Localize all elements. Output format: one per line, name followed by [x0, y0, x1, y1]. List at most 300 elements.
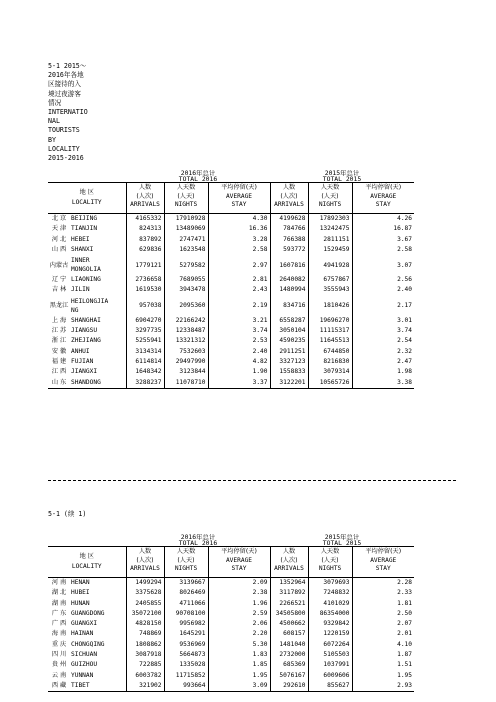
stay-2016-cell: 2.43 — [208, 285, 270, 295]
nights-2015-cell: 6072264 — [308, 640, 352, 650]
nights-header-unit: (人天) — [321, 556, 339, 564]
year-2015-label: 2015年总计 — [324, 534, 360, 541]
year-header-row — [48, 170, 414, 183]
table-row — [48, 347, 414, 357]
page-break-divider — [48, 480, 456, 481]
stay-header-en: AVERAGE — [225, 192, 253, 200]
arrivals-2016-cell: 3288237 — [126, 378, 164, 389]
locality-header — [48, 547, 126, 578]
locality-cn-cell: 河 北 — [51, 235, 67, 243]
nights-2016-cell: 1623548 — [164, 245, 208, 255]
arrivals-2016-cell: 2736658 — [126, 275, 164, 285]
stay-2016-cell: 2.19 — [208, 296, 270, 316]
arrivals-2016-cell: 1779121 — [126, 255, 164, 275]
nights-header-unit: (人天) — [177, 556, 195, 564]
table-title — [48, 62, 108, 163]
arrivals-2015-cell: 3122201 — [270, 378, 308, 389]
stay-2016-cell: 2.58 — [208, 245, 270, 255]
stay-header-en2: STAY — [375, 565, 391, 573]
locality-cn-cell: 浙 江 — [51, 337, 67, 345]
table-row — [48, 357, 414, 367]
arrivals-2016-cell: 722885 — [126, 660, 164, 670]
arrivals-header-unit: (人次) — [136, 192, 154, 200]
nights-2016-cell: 11715852 — [164, 671, 208, 681]
locality-cn-cell: 四 川 — [51, 651, 67, 659]
nights-2015-cell: 9329842 — [308, 619, 352, 629]
nights-2015-cell: 3555943 — [308, 285, 352, 295]
year-2016-header — [126, 170, 270, 183]
stay-2016-cell: 4.82 — [208, 357, 270, 367]
locality-header-en: LOCALITY — [71, 199, 102, 206]
year-header-row — [48, 534, 414, 547]
locality-cn-cell: 重 庆 — [51, 640, 67, 648]
title-line: NAL — [48, 117, 60, 126]
stay-2016-cell: 2.40 — [208, 347, 270, 357]
arrivals-header — [270, 183, 308, 214]
arrivals-header — [270, 547, 308, 578]
stay-2016-cell: 2.53 — [208, 336, 270, 346]
arrivals-header-en: ARRIVALS — [274, 565, 304, 573]
nights-2016-cell: 3943478 — [164, 285, 208, 295]
locality-en-cell: FUJIAN — [71, 357, 94, 365]
locality-cn-cell: 湖 北 — [51, 589, 67, 597]
title-line: 情况 — [48, 98, 62, 107]
stay-2015-cell: 1.95 — [352, 671, 414, 681]
stay-2016-cell: 1.90 — [208, 367, 270, 377]
stay-2016-cell: 2.97 — [208, 255, 270, 275]
nights-2016-cell: 8026469 — [164, 588, 208, 598]
stay-2015-cell: 2.47 — [352, 357, 414, 367]
arrivals-2015-cell: 4199628 — [270, 214, 308, 225]
arrivals-2015-cell: 1480994 — [270, 285, 308, 295]
stay-2015-cell: 4.26 — [352, 214, 414, 225]
stay-2016-cell: 3.74 — [208, 326, 270, 336]
locality-en-cell: ZHEJIANG — [71, 337, 101, 345]
stay-header — [352, 547, 414, 578]
nights-header-cn: 人天数 — [176, 184, 196, 191]
continued-title: 5-1 (续 1) — [48, 510, 87, 518]
table-row — [48, 214, 414, 225]
arrivals-2015-cell: 3117892 — [270, 588, 308, 598]
stay-2015-cell: 2.32 — [352, 347, 414, 357]
arrivals-2016-cell: 321902 — [126, 681, 164, 692]
locality-cn-cell: 天 津 — [51, 225, 67, 233]
arrivals-2016-cell: 1499294 — [126, 578, 164, 589]
arrivals-2015-cell: 4590235 — [270, 336, 308, 346]
nights-header-unit: (人天) — [177, 192, 195, 200]
stay-header-cn: 平均停留(天) — [365, 184, 402, 191]
arrivals-2016-cell: 6114814 — [126, 357, 164, 367]
nights-2015-cell: 6744850 — [308, 347, 352, 357]
nights-2015-cell: 19696270 — [308, 316, 352, 326]
stay-2016-cell: 2.59 — [208, 609, 270, 619]
locality-en-cell: SHANXI — [71, 245, 94, 253]
arrivals-header-unit: (人次) — [280, 192, 298, 200]
nights-2016-cell: 1645291 — [164, 629, 208, 639]
stay-2016-cell: 1.85 — [208, 660, 270, 670]
nights-header-unit: (人天) — [321, 192, 339, 200]
stay-2016-cell: 2.06 — [208, 619, 270, 629]
arrivals-header — [126, 547, 164, 578]
locality-en-cell: GUANGDONG — [71, 609, 105, 617]
locality-en-cell: SICHUAN — [71, 651, 98, 659]
locality-en-line: INNER — [71, 257, 90, 265]
arrivals-2015-cell: 2266521 — [270, 599, 308, 609]
table-row — [48, 681, 414, 692]
nights-2015-cell: 4101029 — [308, 599, 352, 609]
arrivals-header-en: ARRIVALS — [130, 201, 160, 209]
locality-cn-cell: 北 京 — [51, 215, 67, 222]
stay-2015-cell: 2.40 — [352, 285, 414, 295]
stay-2015-cell: 2.07 — [352, 619, 414, 629]
table-row — [48, 255, 414, 275]
arrivals-header — [126, 183, 164, 214]
locality-en-cell: GUANGXI — [71, 620, 98, 628]
arrivals-2016-cell: 5255941 — [126, 336, 164, 346]
nights-2015-cell: 11645513 — [308, 336, 352, 346]
table-row — [48, 235, 414, 245]
locality-en-cell: BEIJING — [71, 215, 98, 222]
stay-header — [208, 547, 270, 578]
table-row — [48, 619, 414, 629]
table-row — [48, 609, 414, 619]
nights-2016-cell: 9956982 — [164, 619, 208, 629]
tourists-table-part2 — [48, 534, 414, 692]
locality-header-en: LOCALITY — [71, 563, 102, 570]
arrivals-2015-cell: 3050104 — [270, 326, 308, 336]
column-header-row — [48, 547, 414, 578]
arrivals-2016-cell: 3134314 — [126, 347, 164, 357]
locality-en-cell: SHANGHAI — [71, 316, 101, 324]
locality-en-line: HEILONGJIA — [71, 297, 109, 305]
locality-en-cell: CHONGQING — [71, 640, 105, 648]
total-2015-label: TOTAL 2015 — [322, 175, 362, 183]
arrivals-2015-cell: 834716 — [270, 296, 308, 316]
stay-2015-cell: 1.98 — [352, 367, 414, 377]
locality-cn-cell: 广 西 — [51, 620, 67, 628]
nights-header-cn: 人天数 — [176, 548, 196, 555]
locality-en-cell: JILIN — [71, 286, 90, 294]
nights-header-cn: 人天数 — [320, 184, 340, 191]
year-2016-label: 2016年总计 — [180, 170, 216, 177]
nights-header — [308, 183, 352, 214]
table-row — [48, 660, 414, 670]
nights-2016-cell: 3139667 — [164, 578, 208, 589]
locality-cn-cell: 山 东 — [48, 378, 70, 389]
nights-header — [164, 183, 208, 214]
nights-2016-cell: 7689055 — [164, 275, 208, 285]
stay-2015-cell: 1.81 — [352, 599, 414, 609]
stay-2015-cell: 2.50 — [352, 609, 414, 619]
arrivals-2016-cell: 3297735 — [126, 326, 164, 336]
nights-2016-cell: 11078710 — [164, 378, 208, 389]
nights-2015-cell: 1037991 — [308, 660, 352, 670]
locality-en-cell: HUBEI — [71, 589, 90, 597]
table-row — [48, 640, 414, 650]
arrivals-2016-cell: 629836 — [126, 245, 164, 255]
title-line: TOURISTS — [48, 126, 80, 135]
arrivals-2016-cell: 4165332 — [126, 214, 164, 225]
arrivals-2016-cell: 3375628 — [126, 588, 164, 598]
title-line: 2016年各地 — [48, 71, 84, 80]
table-row — [48, 275, 414, 285]
arrivals-2016-cell: 1619530 — [126, 285, 164, 295]
stay-2016-cell: 4.30 — [208, 214, 270, 225]
arrivals-2015-cell: 4500662 — [270, 619, 308, 629]
arrivals-2015-cell: 608157 — [270, 629, 308, 639]
locality-header-cn: 地 区 — [79, 189, 94, 196]
locality-cn-cell: 上 海 — [51, 316, 67, 324]
locality-en-cell: HEBEI — [71, 235, 90, 243]
nights-2016-cell: 13489069 — [164, 224, 208, 234]
stay-2015-cell: 3.38 — [352, 378, 414, 389]
nights-2016-cell: 3123844 — [164, 367, 208, 377]
stay-2015-cell: 3.07 — [352, 255, 414, 275]
title-line: BY — [48, 135, 56, 144]
stay-2015-cell: 2.56 — [352, 275, 414, 285]
arrivals-2015-cell: 1607816 — [270, 255, 308, 275]
stay-header-cn: 平均停留(天) — [365, 548, 402, 555]
tourists-table-part1 — [48, 170, 414, 389]
stay-2016-cell: 1.96 — [208, 599, 270, 609]
locality-cn-cell: 辽 宁 — [51, 276, 67, 284]
arrivals-2016-cell: 6904270 — [126, 316, 164, 326]
table-row — [48, 578, 414, 589]
locality-header-cn: 地 区 — [79, 553, 94, 560]
locality-cn-cell: 福 建 — [51, 357, 67, 365]
locality-en-cell: HENAN — [71, 579, 90, 586]
arrivals-header-unit: (人次) — [136, 556, 154, 564]
table-row — [48, 588, 414, 598]
locality-en-cell — [70, 255, 126, 275]
stay-2016-cell: 2.20 — [208, 629, 270, 639]
table-row — [48, 285, 414, 295]
stay-2015-cell: 3.67 — [352, 235, 414, 245]
nights-2015-cell: 3079693 — [308, 578, 352, 589]
nights-2015-cell: 10565726 — [308, 378, 352, 389]
year-2016-label: 2016年总计 — [180, 534, 216, 541]
nights-2015-cell: 7248832 — [308, 588, 352, 598]
locality-cn-cell: 广 东 — [51, 609, 67, 617]
locality-cn-cell: 黑龙江 — [49, 302, 69, 310]
arrivals-2016-cell: 824313 — [126, 224, 164, 234]
locality-en-cell — [70, 296, 126, 316]
title-line: 5-1 2015～ — [48, 62, 87, 70]
nights-2015-cell: 6009606 — [308, 671, 352, 681]
table-row — [48, 378, 414, 389]
stay-2016-cell: 3.28 — [208, 235, 270, 245]
nights-2015-cell: 13242475 — [308, 224, 352, 234]
stay-header-en2: STAY — [231, 565, 247, 573]
stay-2016-cell: 1.83 — [208, 650, 270, 660]
stay-2015-cell: 2.28 — [352, 578, 414, 589]
nights-2016-cell: 22166242 — [164, 316, 208, 326]
locality-cn-cell: 海 南 — [51, 630, 67, 638]
nights-2015-cell: 17892303 — [308, 214, 352, 225]
title-line: 2015-2016 — [48, 154, 84, 163]
locality-en-cell: TIBET — [70, 681, 126, 692]
locality-en-cell: GUIZHOU — [71, 661, 98, 669]
stay-header-en2: STAY — [375, 201, 391, 209]
nights-2015-cell: 8216830 — [308, 357, 352, 367]
stay-2015-cell: 2.54 — [352, 336, 414, 346]
stay-2016-cell: 2.81 — [208, 275, 270, 285]
nights-header-en: NIGHTS — [318, 201, 342, 209]
total-2016-label: TOTAL 2016 — [178, 539, 218, 547]
nights-2016-cell: 2095360 — [164, 296, 208, 316]
arrivals-2015-cell: 2911251 — [270, 347, 308, 357]
stay-2016-cell: 3.09 — [208, 681, 270, 692]
stay-header-en: AVERAGE — [370, 192, 397, 200]
year-2015-label: 2015年总计 — [324, 170, 360, 177]
table-row — [48, 629, 414, 639]
stay-2015-cell: 1.51 — [352, 660, 414, 670]
stay-2016-cell: 2.38 — [208, 588, 270, 598]
title-line: INTERNATIO — [48, 108, 88, 117]
locality-cn-cell: 湖 南 — [51, 599, 67, 607]
stay-2016-cell: 2.09 — [208, 578, 270, 589]
arrivals-header-cn: 人数 — [138, 184, 152, 191]
nights-2016-cell: 4711066 — [164, 599, 208, 609]
arrivals-2016-cell: 6003782 — [126, 671, 164, 681]
total-2016-label: TOTAL 2016 — [178, 175, 218, 183]
locality-en-cell: ANHUI — [71, 347, 90, 355]
locality-en-cell: HUNAN — [71, 599, 90, 607]
stay-header-en: AVERAGE — [225, 556, 253, 564]
stay-2015-cell: 2.17 — [352, 296, 414, 316]
arrivals-2015-cell: 34505800 — [270, 609, 308, 619]
arrivals-2015-cell: 1481040 — [270, 640, 308, 650]
nights-2016-cell: 5664873 — [164, 650, 208, 660]
stay-2015-cell: 16.87 — [352, 224, 414, 234]
table-row — [48, 316, 414, 326]
locality-header — [48, 183, 126, 214]
nights-2015-cell: 4941928 — [308, 255, 352, 275]
table-row — [48, 599, 414, 609]
arrivals-2016-cell: 1648342 — [126, 367, 164, 377]
nights-2015-cell: 86354000 — [308, 609, 352, 619]
locality-en-line: MONGOLIA — [71, 266, 101, 274]
stay-header — [352, 183, 414, 214]
year-2015-header — [270, 170, 414, 183]
locality-cn-cell: 吉 林 — [51, 286, 67, 294]
arrivals-2015-cell: 685369 — [270, 660, 308, 670]
table-row — [48, 336, 414, 346]
stay-2015-cell: 2.58 — [352, 245, 414, 255]
locality-cn-cell: 西 藏 — [48, 681, 70, 692]
arrivals-header-en: ARRIVALS — [130, 565, 160, 573]
stay-2015-cell: 1.87 — [352, 650, 414, 660]
table-row — [48, 326, 414, 336]
year-2015-header — [270, 534, 414, 547]
locality-en-cell: JIANGSU — [71, 327, 98, 335]
arrivals-2015-cell: 593772 — [270, 245, 308, 255]
nights-2015-cell: 1810426 — [308, 296, 352, 316]
table-row — [48, 245, 414, 255]
arrivals-2016-cell: 35072100 — [126, 609, 164, 619]
arrivals-header-en: ARRIVALS — [274, 201, 304, 209]
stay-2015-cell: 4.10 — [352, 640, 414, 650]
arrivals-2016-cell: 2405855 — [126, 599, 164, 609]
locality-en-cell: JIANGXI — [71, 368, 98, 376]
nights-2015-cell: 5105503 — [308, 650, 352, 660]
arrivals-2015-cell: 2732000 — [270, 650, 308, 660]
stay-2016-cell: 16.36 — [208, 224, 270, 234]
stay-header — [208, 183, 270, 214]
nights-2016-cell: 9536969 — [164, 640, 208, 650]
stay-header-cn: 平均停留(天) — [221, 184, 257, 191]
stay-header-en: AVERAGE — [370, 556, 397, 564]
stay-header-en2: STAY — [231, 201, 247, 209]
nights-header-cn: 人天数 — [320, 548, 340, 555]
locality-cn-cell: 江 西 — [51, 368, 67, 376]
nights-2016-cell: 29497990 — [164, 357, 208, 367]
nights-2016-cell: 17910928 — [164, 214, 208, 225]
stay-2016-cell: 5.30 — [208, 640, 270, 650]
stay-2015-cell: 2.01 — [352, 629, 414, 639]
table-row — [48, 367, 414, 377]
nights-2016-cell: 5279582 — [164, 255, 208, 275]
nights-2015-cell: 1529459 — [308, 245, 352, 255]
arrivals-2016-cell: 4828150 — [126, 619, 164, 629]
locality-cn-cell: 云 南 — [51, 671, 67, 679]
locality-en-cell: TIANJIN — [71, 225, 98, 233]
stay-2015-cell: 3.01 — [352, 316, 414, 326]
nights-header-en: NIGHTS — [318, 565, 342, 573]
arrivals-2016-cell: 3087918 — [126, 650, 164, 660]
nights-2015-cell: 6757867 — [308, 275, 352, 285]
nights-2016-cell: 1335028 — [164, 660, 208, 670]
arrivals-header-unit: (人次) — [280, 556, 298, 564]
locality-en-cell: HAINAN — [71, 630, 94, 638]
arrivals-2015-cell: 1558833 — [270, 367, 308, 377]
arrivals-2015-cell: 6558287 — [270, 316, 308, 326]
nights-header — [308, 547, 352, 578]
locality-en-cell: SHANDONG — [70, 378, 126, 389]
nights-2015-cell: 855627 — [308, 681, 352, 692]
stay-2015-cell: 2.93 — [352, 681, 414, 692]
nights-2016-cell: 90708100 — [164, 609, 208, 619]
nights-2015-cell: 1220159 — [308, 629, 352, 639]
locality-en-cell: LIAONING — [71, 276, 101, 284]
stay-header-cn: 平均停留(天) — [221, 548, 257, 555]
stay-2015-cell: 3.74 — [352, 326, 414, 336]
nights-header — [164, 547, 208, 578]
nights-2016-cell: 12338487 — [164, 326, 208, 336]
nights-2015-cell: 2811151 — [308, 235, 352, 245]
locality-cn-cell: 江 苏 — [51, 327, 67, 335]
locality-cn-cell: 山 西 — [51, 245, 67, 253]
arrivals-2015-cell: 292610 — [270, 681, 308, 692]
nights-2016-cell: 7532603 — [164, 347, 208, 357]
nights-2015-cell: 3079314 — [308, 367, 352, 377]
table-row — [48, 671, 414, 681]
arrivals-header-cn: 人数 — [282, 548, 296, 555]
arrivals-header-cn: 人数 — [282, 184, 296, 191]
locality-en-cell: YUNNAN — [71, 671, 94, 679]
arrivals-2015-cell: 1352964 — [270, 578, 308, 589]
locality-en-line: NG — [71, 306, 79, 314]
table-row — [48, 224, 414, 234]
stay-2016-cell: 3.37 — [208, 378, 270, 389]
locality-cn-cell: 贵 州 — [51, 661, 67, 669]
stay-2016-cell: 3.21 — [208, 316, 270, 326]
title-line: 境过夜游客 — [48, 89, 81, 98]
arrivals-2015-cell: 766388 — [270, 235, 308, 245]
arrivals-2015-cell: 5076167 — [270, 671, 308, 681]
arrivals-2015-cell: 2640082 — [270, 275, 308, 285]
nights-header-en: NIGHTS — [174, 201, 198, 209]
